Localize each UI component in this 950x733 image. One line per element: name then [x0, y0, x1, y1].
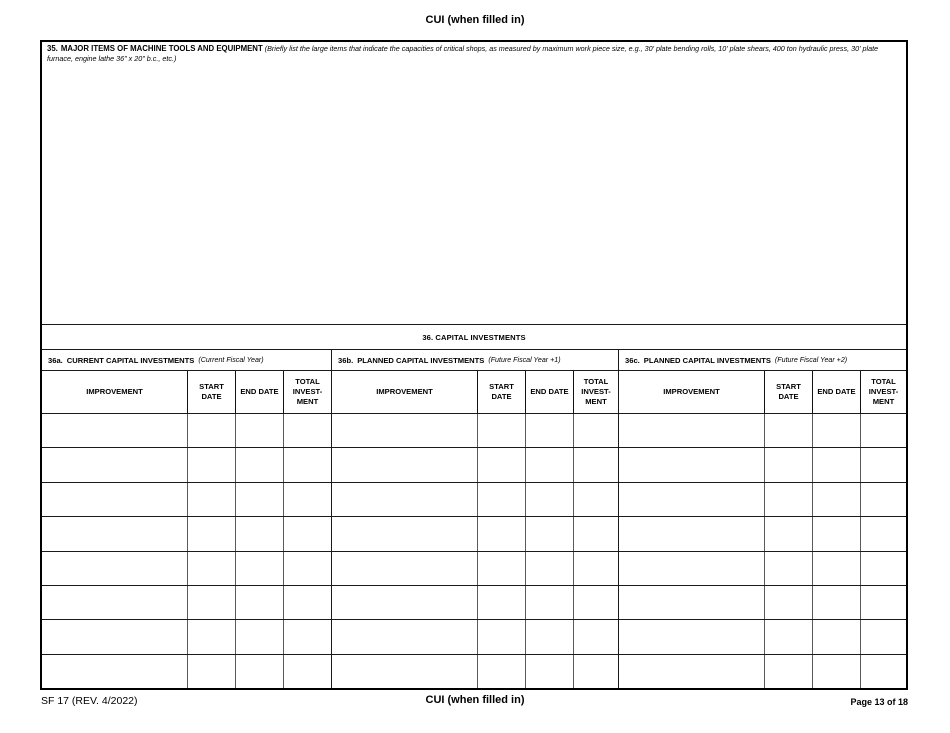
table-cell[interactable] [525, 620, 573, 653]
table-cell[interactable] [42, 483, 187, 516]
panel-36a-title: CURRENT CAPITAL INVESTMENTS [66, 355, 195, 365]
table-cell[interactable] [812, 655, 860, 688]
cui-banner-top: CUI (when filled in) [425, 14, 525, 26]
section-35-instructions: (Briefly list the large items that indicate the capacities of critical shops, as measured by maximum work piece size, e.g., 30' plate bending rolls, 10' plate shears, 400 ton hydraulic press, 30' plate furnace, engine lathe 36" x 20" b.c., etc.) [47, 44, 879, 63]
table-cell[interactable] [573, 414, 618, 447]
table-cell[interactable] [283, 483, 331, 516]
table-cell[interactable] [860, 655, 906, 688]
table-cell[interactable] [573, 655, 618, 688]
table-cell[interactable] [764, 552, 812, 585]
table-cell[interactable] [187, 517, 235, 550]
panel-36a-note: (Current Fiscal Year) [198, 356, 264, 364]
table-row [42, 655, 906, 688]
table-row [42, 414, 906, 448]
table-cell[interactable] [619, 448, 764, 481]
data-rows [42, 414, 906, 688]
table-cell[interactable] [860, 552, 906, 585]
column-header-total-investment: TOTAL INVEST- MENT [860, 371, 906, 413]
table-cell[interactable] [812, 448, 860, 481]
section-36-header: 36. CAPITAL INVESTMENTS [42, 325, 906, 350]
table-cell[interactable] [283, 517, 331, 550]
table-cell[interactable] [332, 448, 477, 481]
panel-header-36b [332, 350, 618, 370]
table-cell[interactable] [332, 552, 477, 585]
table-cell[interactable] [283, 655, 331, 688]
table-cell[interactable] [619, 552, 764, 585]
table-cell[interactable] [477, 483, 525, 516]
table-cell[interactable] [860, 586, 906, 619]
table-cell[interactable] [187, 448, 235, 481]
table-cell[interactable] [283, 448, 331, 481]
table-cell[interactable] [235, 586, 283, 619]
column-header-improvement: IMPROVEMENT [663, 387, 720, 397]
table-cell[interactable] [477, 620, 525, 653]
table-cell[interactable] [235, 655, 283, 688]
table-cell[interactable] [525, 483, 573, 516]
table-cell[interactable] [42, 586, 187, 619]
panel-header-row [42, 350, 906, 371]
panel-36c-title: PLANNED CAPITAL INVESTMENTS [643, 355, 771, 365]
table-cell[interactable] [525, 414, 573, 447]
table-cell[interactable] [860, 483, 906, 516]
table-cell[interactable] [332, 517, 477, 550]
table-cell[interactable] [235, 483, 283, 516]
table-cell[interactable] [764, 586, 812, 619]
table-cell[interactable] [573, 517, 618, 550]
table-cell[interactable] [525, 448, 573, 481]
panel-36c-note: (Future Fiscal Year +2) [774, 356, 848, 364]
section-35-machine-tools [42, 42, 906, 325]
table-cell[interactable] [235, 552, 283, 585]
table-cell[interactable] [283, 620, 331, 653]
table-cell[interactable] [42, 620, 187, 653]
panel-36a-number: 36a. [48, 355, 63, 365]
table-cell[interactable] [619, 655, 764, 688]
table-cell[interactable] [187, 655, 235, 688]
table-cell[interactable] [332, 620, 477, 653]
table-cell[interactable] [235, 414, 283, 447]
table-cell[interactable] [187, 552, 235, 585]
table-cell[interactable] [477, 517, 525, 550]
panel-36c-number: 36c. [625, 355, 640, 365]
table-row [42, 620, 906, 654]
column-header-improvement: IMPROVEMENT [376, 387, 433, 397]
column-header-total-investment: TOTAL INVEST- MENT [573, 371, 618, 413]
form-id: SF 17 (REV. 4/2022) [41, 695, 138, 707]
column-header-end-date: END DATE [812, 371, 860, 413]
table-cell[interactable] [573, 483, 618, 516]
table-cell[interactable] [812, 517, 860, 550]
table-cell[interactable] [235, 517, 283, 550]
panel-header-36c [619, 350, 906, 370]
page-number: Page 13 of 18 [850, 697, 908, 707]
table-cell[interactable] [573, 586, 618, 619]
table-cell[interactable] [860, 517, 906, 550]
column-header-end-date: END DATE [525, 371, 573, 413]
machine-tools-entry-area[interactable] [44, 64, 904, 322]
table-cell[interactable] [619, 483, 764, 516]
table-cell[interactable] [187, 414, 235, 447]
table-cell[interactable] [525, 552, 573, 585]
table-cell[interactable] [573, 448, 618, 481]
table-cell[interactable] [860, 620, 906, 653]
table-cell[interactable] [283, 552, 331, 585]
table-cell[interactable] [477, 552, 525, 585]
table-cell[interactable] [764, 620, 812, 653]
cui-banner-bottom: CUI (when filled in) [425, 694, 525, 706]
table-row [42, 483, 906, 517]
table-row [42, 448, 906, 482]
column-header-start-date: START DATE [187, 371, 235, 413]
column-header-start-date: START DATE [477, 371, 525, 413]
table-cell[interactable] [860, 448, 906, 481]
table-cell[interactable] [764, 448, 812, 481]
table-cell[interactable] [332, 655, 477, 688]
table-cell[interactable] [477, 586, 525, 619]
table-cell[interactable] [187, 483, 235, 516]
table-cell[interactable] [42, 448, 187, 481]
table-cell[interactable] [283, 414, 331, 447]
table-cell[interactable] [332, 414, 477, 447]
column-header-end-date: END DATE [235, 371, 283, 413]
table-row [42, 552, 906, 586]
table-cell[interactable] [619, 414, 764, 447]
table-cell[interactable] [235, 448, 283, 481]
column-header-row [42, 371, 906, 414]
table-cell[interactable] [187, 620, 235, 653]
table-cell[interactable] [812, 552, 860, 585]
table-cell[interactable] [764, 414, 812, 447]
table-cell[interactable] [525, 586, 573, 619]
table-cell[interactable] [235, 620, 283, 653]
table-cell[interactable] [283, 586, 331, 619]
table-cell[interactable] [812, 586, 860, 619]
table-cell[interactable] [764, 483, 812, 516]
table-cell[interactable] [42, 517, 187, 550]
table-cell[interactable] [619, 620, 764, 653]
panel-36b-number: 36b. [338, 355, 354, 365]
table-cell[interactable] [42, 552, 187, 585]
panel-header-36a [42, 350, 331, 370]
sf17-form-table [40, 40, 908, 690]
table-cell[interactable] [573, 552, 618, 585]
table-cell[interactable] [42, 655, 187, 688]
table-cell[interactable] [187, 586, 235, 619]
table-cell[interactable] [812, 620, 860, 653]
table-cell[interactable] [477, 414, 525, 447]
section-35-label [47, 44, 892, 63]
table-row [42, 517, 906, 551]
table-cell[interactable] [42, 414, 187, 447]
column-header-start-date: START DATE [764, 371, 812, 413]
table-cell[interactable] [860, 414, 906, 447]
table-cell[interactable] [573, 620, 618, 653]
column-header-improvement: IMPROVEMENT [86, 387, 143, 397]
table-cell[interactable] [764, 655, 812, 688]
table-cell[interactable] [619, 586, 764, 619]
section-35-number: 35. [47, 44, 58, 53]
table-cell[interactable] [525, 655, 573, 688]
panel-36b-title: PLANNED CAPITAL INVESTMENTS [357, 355, 485, 365]
table-cell[interactable] [619, 517, 764, 550]
table-cell[interactable] [764, 517, 812, 550]
table-cell[interactable] [812, 483, 860, 516]
table-cell[interactable] [812, 414, 860, 447]
table-cell[interactable] [332, 483, 477, 516]
section-35-title: MAJOR ITEMS OF MACHINE TOOLS AND EQUIPMENT [60, 44, 263, 53]
table-cell[interactable] [332, 586, 477, 619]
column-header-total-investment: TOTAL INVEST- MENT [283, 371, 331, 413]
table-cell[interactable] [477, 655, 525, 688]
table-cell[interactable] [525, 517, 573, 550]
table-row [42, 586, 906, 620]
panel-36b-note: (Future Fiscal Year +1) [488, 356, 561, 364]
table-cell[interactable] [477, 448, 525, 481]
